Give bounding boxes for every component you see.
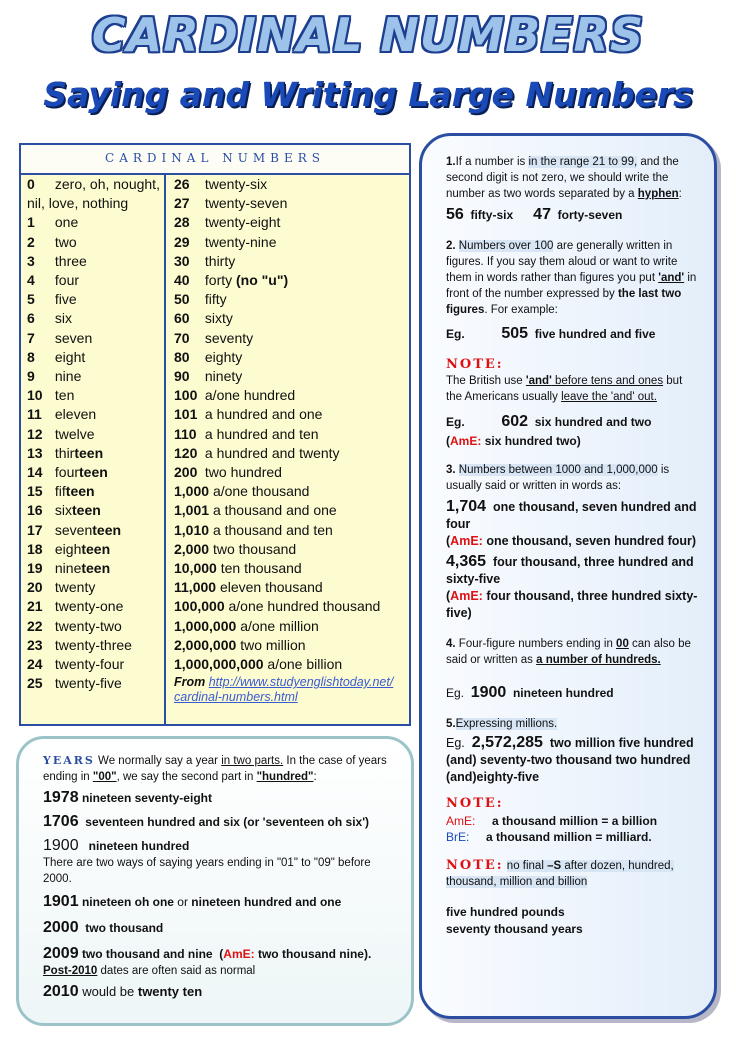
row-number: 1,000,000,000 — [174, 656, 264, 673]
source-link[interactable]: http://www.studyenglishtoday.net/ — [208, 675, 394, 690]
row-words: twenty-two — [54, 617, 122, 634]
year-example: 2009 two thousand and nine (AmE: two thousand nine). — [43, 945, 372, 962]
year-example: 2000 two thousand — [43, 919, 164, 936]
final-example-1: five hundred pounds — [446, 905, 565, 919]
row-words: a/one hundred — [204, 387, 296, 404]
table-row — [27, 405, 164, 424]
row-number: 10,000 — [174, 560, 217, 577]
row-number: 8 — [27, 348, 35, 365]
row-words: two — [54, 233, 77, 250]
table-row — [174, 636, 409, 655]
rule-5: 5.Expressing millions. — [446, 718, 558, 730]
table-row — [27, 386, 164, 405]
rule-3: 3. Numbers between 1000 and 1,000,000 is usually said or written in words as: — [446, 464, 670, 492]
row-words-emphasis: teen — [65, 483, 95, 500]
final-example-2: seventy thousand years — [446, 922, 583, 936]
row-words: ninety — [204, 368, 243, 385]
row-words: twenty-five — [54, 675, 122, 692]
row-number: 2,000 — [174, 540, 210, 557]
table-row — [174, 233, 409, 252]
rule-3-ame-1: (AmE: one thousand, seven hundred four) — [446, 534, 697, 548]
table-row — [174, 329, 409, 348]
table-row — [27, 636, 164, 655]
row-words: thir — [54, 444, 75, 461]
rule-3-example-1: 1,704 one thousand, seven hundred and four — [446, 498, 697, 531]
rule-2: 2. Numbers over 100 are generally written in figures. If you say them aloud or want to write them in words rather than figures you put 'and' in front of the number expressed by the last two figures. For example: — [446, 240, 697, 316]
row-number: 1,000,000 — [174, 617, 237, 634]
row-words: twenty-nine — [204, 233, 277, 250]
rule-1-examples: 56 fifty-six 47 forty-seven — [446, 206, 623, 223]
table-row — [174, 578, 409, 597]
row-number: 60 — [174, 310, 190, 327]
table-row — [174, 348, 409, 367]
row-words-emphasis: teen — [72, 502, 101, 519]
source-label: From — [174, 675, 206, 690]
row-words: twenty-seven — [204, 195, 288, 212]
row-number: 16 — [27, 502, 43, 519]
row-words: a/one million — [240, 617, 319, 634]
row-number: 70 — [174, 329, 190, 346]
table-row — [27, 175, 164, 213]
year-example: 1901 nineteen oh one or nineteen hundred and one — [43, 893, 342, 910]
row-words: forty — [204, 272, 237, 289]
table-row — [27, 329, 164, 348]
table-row — [27, 290, 164, 309]
row-words: ten thousand — [220, 560, 302, 577]
table-row — [174, 405, 409, 424]
ame-billion: AmE: a thousand million = a billion — [446, 814, 658, 828]
source-credit — [174, 675, 409, 705]
row-number: 3 — [27, 252, 35, 269]
row-number: 101 — [174, 406, 198, 423]
row-words: twelve — [54, 425, 95, 442]
row-words: a/one hundred thousand — [228, 598, 381, 615]
row-number: 1,000 — [174, 483, 210, 500]
row-words: one — [54, 214, 79, 231]
row-words: two million — [240, 636, 306, 653]
row-words-emphasis: (no "u") — [236, 272, 289, 289]
row-number: 26 — [174, 176, 190, 192]
years-panel — [16, 736, 414, 1026]
note-billion: NOTE: — [446, 796, 504, 811]
note-and: NOTE: — [446, 357, 504, 372]
table-row — [174, 425, 409, 444]
year-example: 1978 nineteen seventy-eight — [43, 789, 212, 806]
table-row — [27, 559, 164, 578]
table-column-left — [21, 175, 166, 724]
row-number: 9 — [27, 368, 35, 385]
row-number: 17 — [27, 521, 43, 538]
row-number: 28 — [174, 214, 190, 231]
row-words-emphasis: teen — [74, 444, 104, 461]
rules-panel — [419, 133, 717, 1019]
table-row — [174, 482, 409, 501]
row-number: 14 — [27, 464, 43, 481]
table-row — [27, 233, 164, 252]
table-row — [174, 444, 409, 463]
table-row — [27, 367, 164, 386]
row-number: 1,010 — [174, 521, 210, 538]
row-words: a thousand and one — [212, 502, 337, 519]
table-row — [27, 521, 164, 540]
row-number: 30 — [174, 252, 190, 269]
table-row — [174, 252, 409, 271]
source-link-path[interactable]: cardinal-numbers.html — [174, 690, 298, 705]
row-number: 18 — [27, 540, 43, 557]
table-row — [27, 540, 164, 559]
row-words: fifty — [204, 291, 227, 308]
row-words: eleven thousand — [219, 579, 323, 596]
row-words-emphasis: teen — [79, 464, 108, 481]
table-row — [174, 559, 409, 578]
table-row — [27, 655, 164, 674]
row-words-emphasis: teen — [92, 521, 122, 538]
table-row — [174, 501, 409, 520]
row-number: 2,000,000 — [174, 636, 237, 653]
row-words: twenty-eight — [204, 214, 281, 231]
year-example: 2010 would be twenty ten — [43, 983, 203, 1000]
row-words: eighty — [204, 348, 243, 365]
table-row — [174, 386, 409, 405]
row-words: seven — [54, 521, 93, 538]
row-words: twenty-six — [204, 176, 268, 192]
row-words: seventy — [204, 329, 254, 346]
row-number: 6 — [27, 310, 35, 327]
row-number: 0 — [27, 176, 35, 192]
row-words: sixty — [204, 310, 233, 327]
row-number: 13 — [27, 444, 43, 461]
row-words: a/one billion — [267, 656, 343, 673]
row-words: three — [54, 252, 87, 269]
row-number: 21 — [27, 598, 43, 615]
table-heading: CARDINAL NUMBERS — [21, 145, 409, 175]
row-words: eleven — [54, 406, 97, 423]
row-number: 12 — [27, 425, 43, 442]
table-row — [174, 463, 409, 482]
table-row — [174, 617, 409, 636]
table-row — [27, 348, 164, 367]
table-row — [27, 674, 164, 693]
row-number: 27 — [174, 195, 190, 212]
bre-milliard: BrE: a thousand million = milliard. — [446, 830, 652, 844]
note-no-s: NOTE: no final –S after dozen, hundred, thousand, million and billion — [446, 858, 674, 888]
row-number: 7 — [27, 329, 35, 346]
table-column-right — [168, 175, 409, 724]
row-words: fif — [54, 483, 66, 500]
row-words: eight — [54, 348, 86, 365]
table-row — [27, 213, 164, 232]
table-row — [174, 194, 409, 213]
row-number: 24 — [27, 656, 43, 673]
row-number: 1,001 — [174, 502, 210, 519]
row-words: seven — [54, 329, 93, 346]
row-number: 4 — [27, 272, 35, 289]
rule-2-example: Eg. 505 five hundred and five — [446, 325, 656, 342]
row-number: 100,000 — [174, 598, 225, 615]
row-number: 200 — [174, 464, 198, 481]
table-row — [27, 617, 164, 636]
row-words: six — [54, 502, 73, 519]
rule-4-example: Eg. 1900 nineteen hundred — [446, 684, 614, 701]
cardinal-numbers-table — [19, 143, 411, 726]
table-row — [174, 213, 409, 232]
row-number: 25 — [27, 675, 43, 692]
row-words: twenty — [54, 579, 96, 596]
rule-3-example-2: 4,365 four thousand, three hundred and sixty-five — [446, 553, 694, 586]
row-words: four — [54, 464, 80, 481]
note-and-example: Eg. 602 six hundred and two — [446, 413, 652, 430]
page-subtitle: Saying and Writing Large Numbers — [43, 75, 693, 114]
table-row — [27, 271, 164, 290]
year-example: 1706 seventeen hundred and six (or 'seventeen oh six') — [43, 813, 370, 830]
table-row — [174, 271, 409, 290]
table-row — [27, 425, 164, 444]
table-row — [174, 175, 409, 194]
row-words: a hundred and one — [204, 406, 323, 423]
table-row — [174, 367, 409, 386]
row-number: 5 — [27, 291, 35, 308]
row-number: 100 — [174, 387, 198, 404]
row-words: a hundred and ten — [204, 425, 319, 442]
table-row — [174, 309, 409, 328]
row-number: 29 — [174, 233, 190, 250]
row-number: 20 — [27, 579, 43, 596]
table-row — [27, 501, 164, 520]
row-words: a hundred and twenty — [204, 444, 340, 461]
table-row — [27, 444, 164, 463]
rule-3-ame-2: (AmE: four thousand, three hundred sixty-five) — [446, 589, 698, 620]
table-row — [174, 597, 409, 616]
row-number: 40 — [174, 272, 190, 289]
row-number: 10 — [27, 387, 43, 404]
row-number: 11,000 — [174, 579, 217, 596]
note-and-text: The British use 'and' before tens and ones but the Americans usually leave the 'and' out. — [446, 375, 683, 403]
rule-4: 4. Four-figure numbers ending in 00 can also be said or written as a number of hundreds. — [446, 638, 691, 666]
row-number: 50 — [174, 291, 190, 308]
row-number: 19 — [27, 560, 43, 577]
row-words: nine — [54, 560, 82, 577]
years-two-ways: There are two ways of saying years ending in "01" to "09" before 2000. — [43, 857, 371, 885]
row-words: six — [54, 310, 73, 327]
row-words: five — [54, 291, 77, 308]
row-number: 22 — [27, 617, 43, 634]
row-number: 23 — [27, 636, 43, 653]
row-number: 11 — [27, 406, 42, 423]
row-words: nine — [54, 368, 82, 385]
row-words: eigh — [54, 540, 82, 557]
row-words: four — [54, 272, 80, 289]
page-title: CARDINAL NUMBERS — [91, 8, 645, 62]
table-row — [27, 252, 164, 271]
row-words: two hundred — [204, 464, 282, 481]
table-row — [174, 540, 409, 559]
table-row — [27, 309, 164, 328]
table-row — [174, 655, 409, 674]
table-row — [27, 597, 164, 616]
row-number: 90 — [174, 368, 190, 385]
row-words: ten — [54, 387, 75, 404]
row-words: thirty — [204, 252, 236, 269]
table-row — [174, 521, 409, 540]
row-words: twenty-three — [54, 636, 132, 653]
note-and-ame: (AmE: six hundred two) — [446, 434, 581, 448]
row-number: 120 — [174, 444, 198, 461]
table-row — [174, 290, 409, 309]
row-number: 15 — [27, 483, 43, 500]
row-number: 2 — [27, 233, 35, 250]
row-words: zero, oh, nought, nil, love, nothing — [27, 176, 160, 212]
row-number: 110 — [174, 425, 197, 442]
row-words: two thousand — [212, 540, 297, 557]
row-number: 80 — [174, 348, 190, 365]
year-example: 1900 nineteen hundred — [43, 837, 190, 854]
rule-5-example: Eg. 2,572,285 two million five hundred (and) seventy-two thousand two hundred (and)eighty-five — [446, 734, 694, 784]
table-row — [27, 482, 164, 501]
row-words: a thousand and ten — [212, 521, 333, 538]
row-words: twenty-four — [54, 656, 125, 673]
row-words: a/one thousand — [212, 483, 310, 500]
table-row — [27, 578, 164, 597]
table-row — [27, 463, 164, 482]
rule-1: 1.If a number is in the range 21 to 99, and the second digit is not zero, we should write the number as two words separated by a hyphen: — [446, 156, 682, 200]
years-intro: YEARS We normally say a year in two parts. In the case of years ending in "00", we say the second part in "hundred": — [43, 754, 387, 783]
row-words: twenty-one — [54, 598, 124, 615]
row-number: 1 — [27, 214, 35, 231]
row-words-emphasis: teen — [81, 560, 111, 577]
years-post-2010: Post-2010 dates are often said as normal — [43, 965, 256, 977]
row-words-emphasis: teen — [81, 540, 111, 557]
